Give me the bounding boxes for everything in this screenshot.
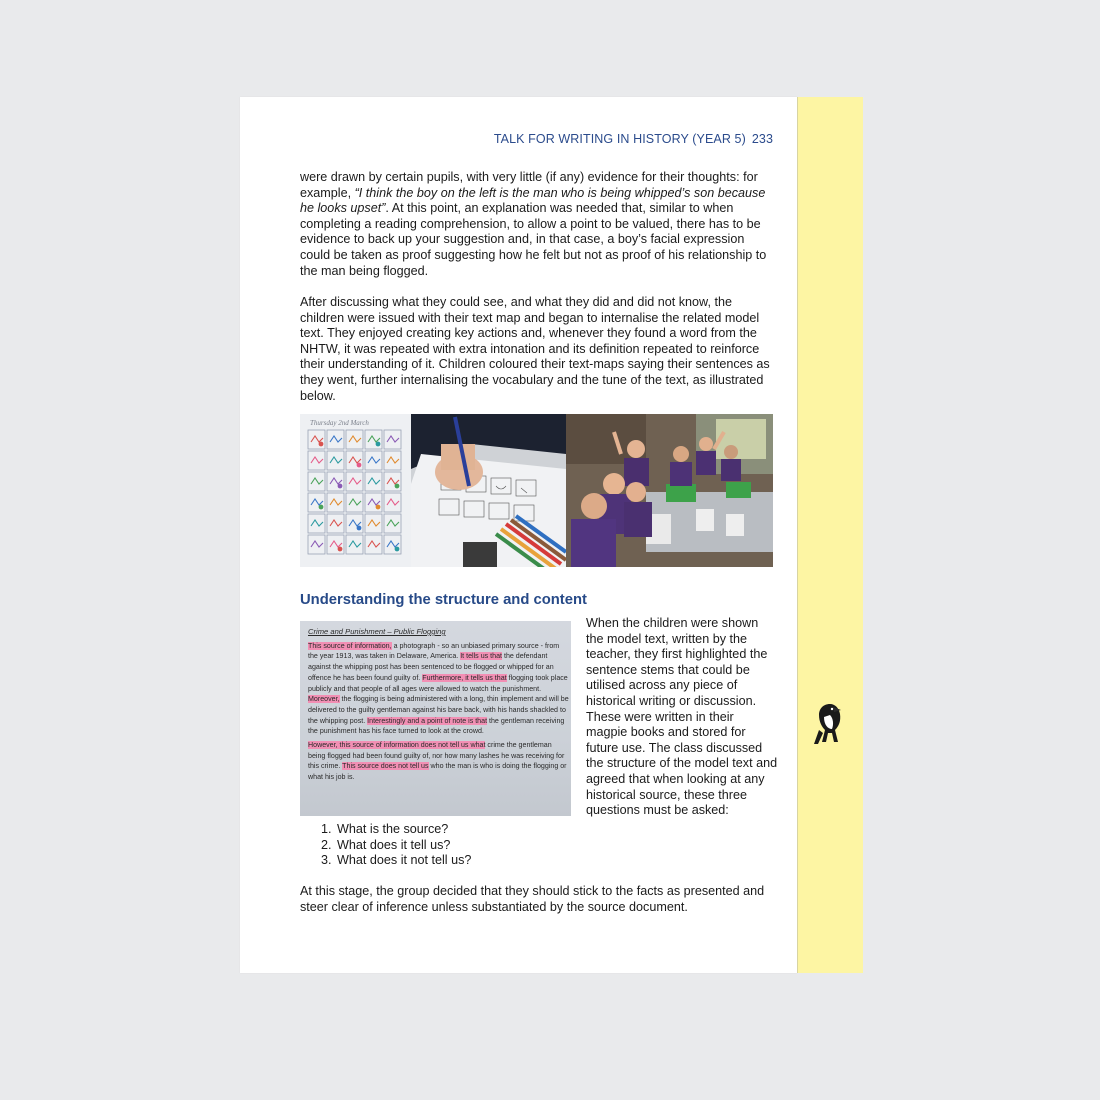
book-page bbox=[240, 97, 797, 973]
page-number: 233 bbox=[751, 132, 773, 146]
highlighted-sentence-stem: This source of information, bbox=[308, 641, 392, 650]
text-map-photo bbox=[300, 414, 411, 567]
question-item: 1. What is the source? bbox=[335, 822, 471, 838]
highlighted-sentence-stem: This source does not tell us bbox=[342, 762, 429, 771]
page-sidebar bbox=[797, 97, 863, 973]
running-head bbox=[494, 132, 773, 146]
paragraph-2-text: After discussing what they could see, and what they did and did not know, the children were issued with their text map and began to internalise the related model text. They enjoyed creating key actions and, whenever they found a word from the NHTW, it was repeated with extra intonation and its definition repeated to reinforce their understanding of it. Children coloured their text-maps saying their sentences as they went, further internalising the vocabulary and the tune of the text, as illustrated below. bbox=[300, 295, 770, 403]
model-text-paragraph: When the children were shown the model text, written by the teacher, they first highlighted the sentence stems that could be utilised across any piece of historical writing or discussion. These were written in their magpie books and stored for future use. The class discussed the structure of the model text and agreed that when looking at any historical source, these three questions must be asked: bbox=[586, 616, 778, 818]
pupil-quote: “I think the boy on the left is the man who is being whipped’s son because he looks upset” bbox=[300, 185, 766, 216]
questions-list bbox=[300, 822, 471, 869]
paragraph-2 bbox=[300, 295, 775, 404]
source-text: the gentleman receiving the punishment has his face turned to look at the crowd. bbox=[308, 716, 565, 736]
source-text: the flogging is being administered with a long, thin implement and will be delivered to the guilty gentleman against his bare back, with his hands shackled to the whipping post. bbox=[308, 695, 569, 725]
highlighted-sentence-stem: It tells us that bbox=[460, 652, 502, 661]
highlighted-sentence-stem: Furthermore, it tells us that bbox=[422, 673, 507, 682]
question-item: 2. What does it tell us? bbox=[335, 838, 471, 854]
source-text: a photograph - so an unbiased primary source - from the year 1913, was taken in Delaware, America. bbox=[308, 641, 560, 661]
paragraph-3-text: At this stage, the group decided that they should stick to the facts as presented and steer clear of inference unless substantiated by the source document. bbox=[300, 884, 765, 914]
highlighted-sentence-stem: Interestingly and a point of note is that bbox=[367, 716, 488, 725]
section-heading: Understanding the structure and content bbox=[300, 592, 587, 608]
highlighted-model-text-photo bbox=[300, 621, 571, 816]
highlighted-sentence-stem: However, this source of information does not tell us what bbox=[308, 741, 486, 750]
source-text: crime the gentleman being flogged had been found guilty of, nor how many lashes he was receiving for this crime. bbox=[308, 741, 565, 771]
source-text: the defendant against the whipping post has been sentenced to be flogged or whipped for an offence he has been found guilty of. bbox=[308, 652, 554, 682]
source-paragraph-2 bbox=[308, 740, 570, 783]
paragraph-1-end: . At this point, an explanation was needed that, similar to when completing a reading comprehension, to allow a point to be valued, there has to be evidence to back up your suggestion and, in that case, a boy’s facial expression could be taken as proof suggesting how he felt but not as proof of his relationship to the man being flogged. bbox=[300, 201, 767, 278]
magpie-icon bbox=[813, 700, 847, 748]
source-title: Crime and Punishment – Public Flogging bbox=[308, 627, 446, 636]
colouring-photo bbox=[411, 414, 566, 567]
question-item: 3. What does it not tell us? bbox=[335, 853, 471, 869]
source-text: who the man is who is doing the flogging or what his job is. bbox=[308, 762, 567, 782]
paragraph-1-start: were drawn by certain pupils, with very little (if any) evidence for their thoughts: for example, bbox=[300, 170, 758, 200]
paragraph-3 bbox=[300, 884, 775, 915]
source-paragraph-1 bbox=[308, 641, 570, 737]
source-text: flogging took place publicly and that people of all ages were allowed to watch the punishment. bbox=[308, 673, 568, 693]
text-map-date: Thursday 2nd March bbox=[310, 419, 369, 427]
paragraph-1 bbox=[300, 170, 775, 279]
highlighted-sentence-stem: Moreover, bbox=[308, 695, 340, 704]
running-head-title: TALK FOR WRITING IN HISTORY (YEAR 5) bbox=[493, 132, 746, 146]
classroom-photo-strip bbox=[300, 414, 773, 567]
class-photo bbox=[566, 414, 773, 567]
